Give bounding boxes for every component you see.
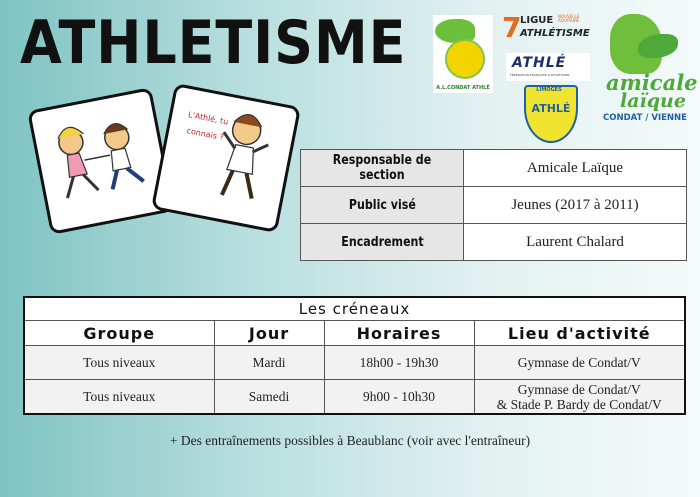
cell-lieu: Gymnase de Condat/V: [474, 346, 685, 380]
runners-icon: [31, 91, 172, 232]
logo-athle-word: ATHLÉ: [512, 55, 567, 71]
info-row-encadrement: [301, 224, 687, 261]
cell-horaires: 9h00 - 10h30: [324, 380, 474, 415]
page-title: ATHLETISME: [20, 8, 407, 78]
logo-ligue-small: NOUVELLE AQUITAINE: [558, 14, 580, 23]
creneaux-title: Les créneaux: [24, 297, 685, 321]
amicale-laique-logo: [600, 14, 698, 134]
al-condat-athle-logo: [433, 15, 493, 93]
info-value-public: Jeunes (2017 à 2011): [464, 187, 687, 224]
info-row-public: [301, 187, 687, 224]
logo-amicale-line2: laïque: [620, 90, 686, 112]
cell-jour: Mardi: [214, 346, 324, 380]
cell-lieu-line1: Gymnase de Condat/V: [517, 381, 641, 397]
column-header-horaires: Horaires: [324, 321, 474, 346]
info-row-responsable: [301, 150, 687, 187]
info-label-responsable: Responsable de section: [301, 150, 464, 187]
ligue-nouvelle-aquitaine-logo: 7 LIGUE NOUVELLE AQUITAINE ATHLÉTISME: [502, 14, 594, 44]
logo-limoges-word: ATHLÉ: [531, 102, 571, 115]
logo-amicale-line3: CONDAT / VIENNE: [603, 113, 687, 123]
cell-horaires: 18h00 - 19h30: [324, 346, 474, 380]
cell-groupe: Tous niveaux: [24, 380, 214, 415]
info-label-encadrement: Encadrement: [301, 224, 464, 261]
cell-groupe: Tous niveaux: [24, 346, 214, 380]
speech-bubble-text: L'Athlé, tu connais ?: [185, 110, 230, 143]
logo-al-text: A.L.CONDAT ATHLÉ: [436, 85, 490, 91]
cell-lieu-line2: & Stade P. Bardy de Condat/V: [496, 396, 662, 412]
info-label-public: Public visé: [301, 187, 464, 224]
creneaux-table: [23, 296, 686, 415]
jumping-kid-icon: [154, 86, 297, 229]
info-value-responsable: Amicale Laïque: [464, 150, 687, 187]
section-info-table: [300, 149, 687, 261]
runners-illustration-card: [27, 87, 175, 235]
logo-ligue-line1: LIGUE: [520, 15, 554, 26]
logo-amicale-line1: amicale: [606, 70, 698, 95]
limoges-athle-logo: [524, 85, 578, 145]
footer-note: + Des entraînements possibles à Beaublanc (voir avec l'entraîneur): [169, 433, 531, 448]
creneaux-header-row: [24, 321, 685, 346]
table-row: [24, 346, 685, 380]
info-value-encadrement: Laurent Chalard: [464, 224, 687, 261]
kid-question-illustration-card: [151, 83, 301, 233]
column-header-groupe: Groupe: [24, 321, 214, 346]
cell-jour: Samedi: [214, 380, 324, 415]
logo-limoges-top: LIMOGES: [536, 87, 562, 93]
column-header-jour: Jour: [214, 321, 324, 346]
table-row: [24, 380, 685, 415]
column-header-lieu: Lieu d'activité: [474, 321, 685, 346]
athle-ffa-logo: [506, 53, 590, 81]
logo-athle-sub: FÉDÉRATION FRANÇAISE D'ATHLÉTISME: [510, 73, 570, 77]
logo-ligue-line2: ATHLÉTISME: [520, 28, 590, 39]
cell-lieu: [474, 380, 685, 415]
